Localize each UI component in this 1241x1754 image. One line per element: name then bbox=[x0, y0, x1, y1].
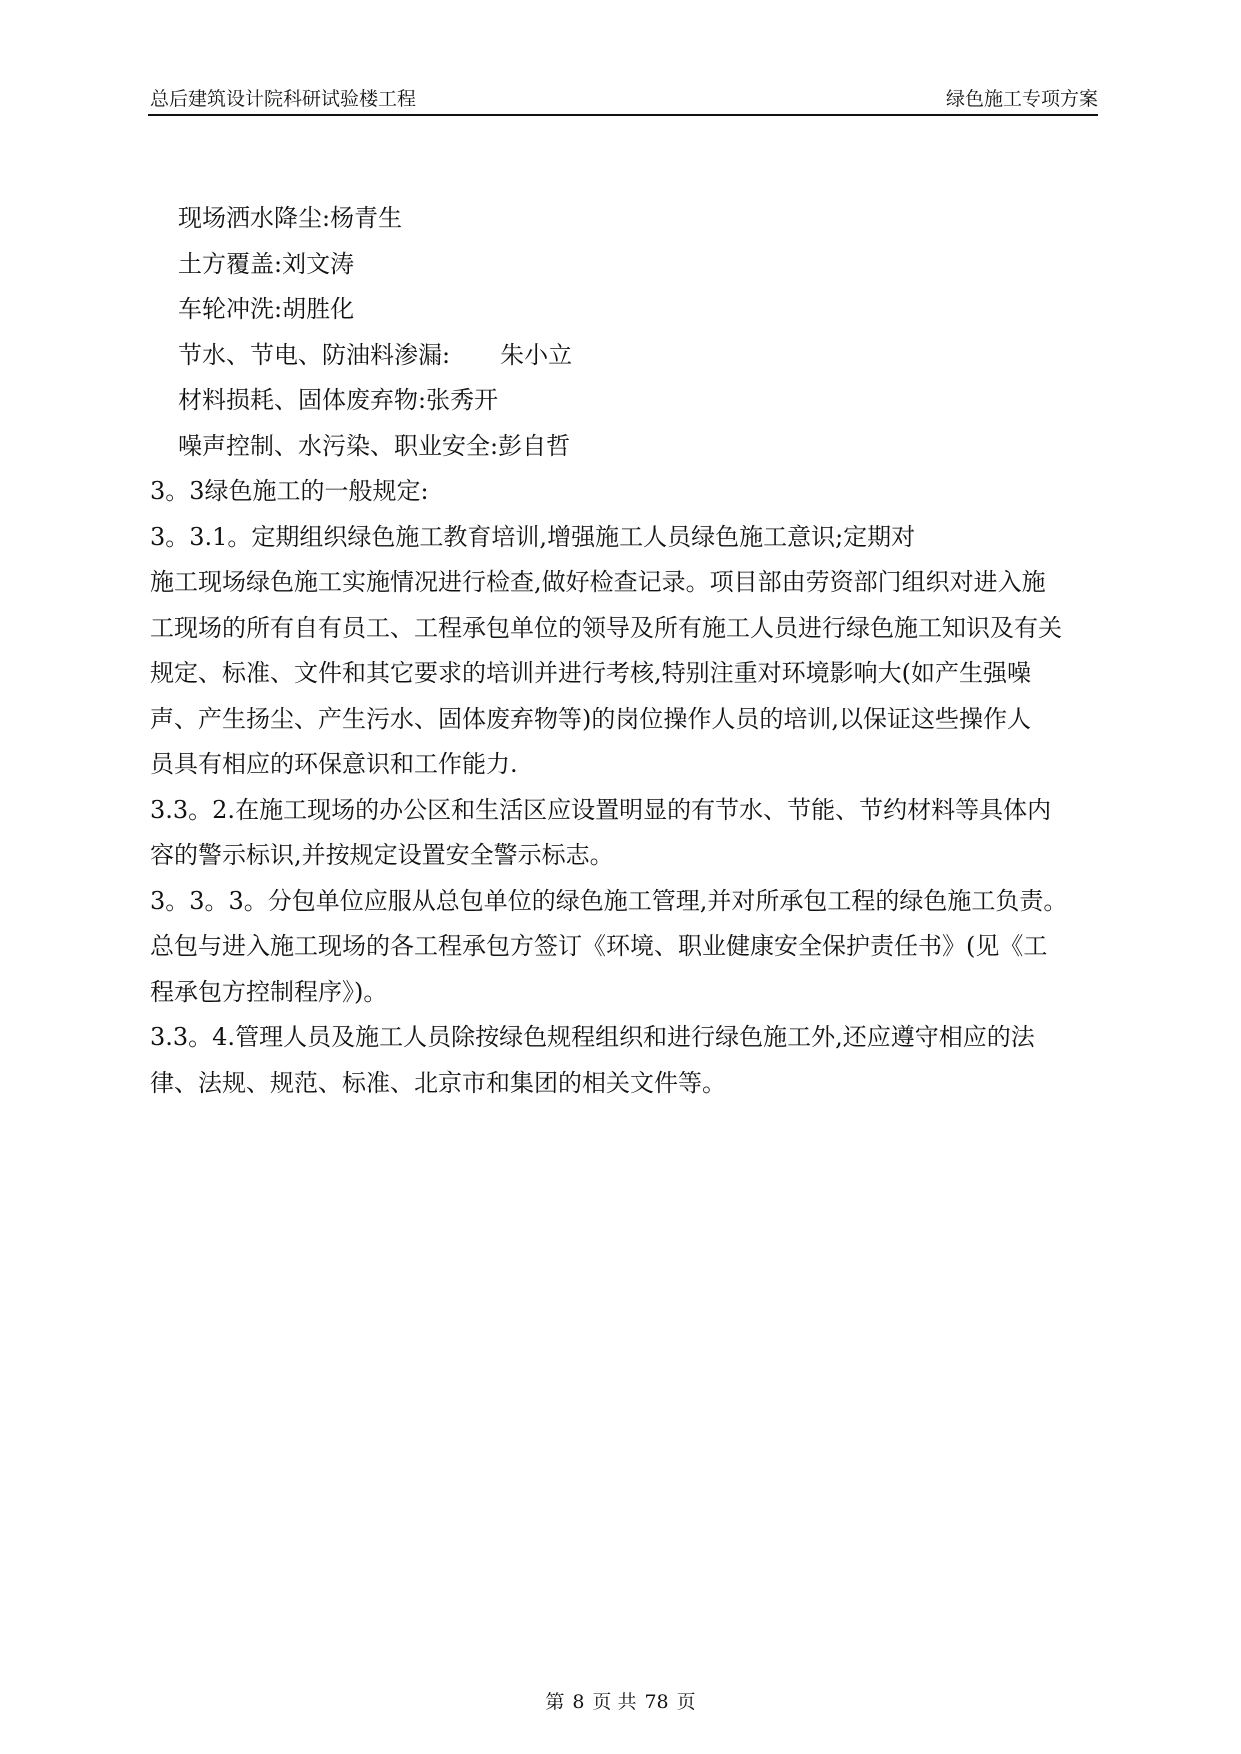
responsibility-item bbox=[150, 378, 1098, 424]
paragraph-line: 容的警示标识,并按规定设置安全警示标志。 bbox=[150, 841, 614, 869]
footer-mid: 页 共 bbox=[592, 1691, 637, 1713]
paragraph-line: 声、产生扬尘、产生污水、固体废弃物等)的岗位操作人员的培训,以保证这些操作人 bbox=[150, 704, 1031, 733]
responsibility-item bbox=[150, 287, 1098, 333]
responsibility-person: 彭自哲 bbox=[498, 431, 571, 460]
paragraph-line: 3.3。4.管理人员及施工人员除按绿色规程组织和进行绿色施工外,还应遵守相应的法 bbox=[150, 1023, 1035, 1051]
responsibility-task: 现场洒水降尘: bbox=[178, 204, 331, 232]
paragraph-line: 3。3。3。分包单位应服从总包单位的绿色施工管理,并对所承包工程的绿色施工负责。 bbox=[150, 886, 1068, 915]
paragraph-line: 3.3。2.在施工现场的办公区和生活区应设置明显的有节水、节能、节约材料等具体内 bbox=[150, 795, 1052, 824]
responsibility-task: 噪声控制、水污染、职业安全: bbox=[178, 431, 499, 460]
paragraph-line: 工现场的所有自有员工、工程承包单位的领导及所有施工人员进行绿色施工知识及有关 bbox=[150, 613, 1062, 642]
responsibility-task: 车轮冲洗: bbox=[178, 295, 283, 323]
responsibility-person: 胡胜化 bbox=[282, 295, 355, 323]
responsibility-person: 刘文涛 bbox=[282, 249, 355, 278]
responsibility-person: 杨青生 bbox=[330, 204, 403, 232]
responsibility-item bbox=[150, 424, 1098, 470]
paragraph-line: 施工现场绿色施工实施情况进行检查,做好检查记录。项目部由劳资部门组织对进入施 bbox=[150, 568, 1046, 596]
paragraph-3-3-1 bbox=[150, 515, 1098, 788]
paragraph-3-3-4 bbox=[150, 1015, 1098, 1106]
responsibility-item bbox=[150, 333, 1098, 379]
responsibility-list bbox=[150, 196, 1098, 469]
footer-prefix: 第 bbox=[545, 1691, 565, 1713]
paragraph-line: 程承包方控制程序》)。 bbox=[150, 977, 388, 1006]
page-number: 8 bbox=[572, 1691, 585, 1713]
responsibility-item bbox=[150, 242, 1098, 288]
page-footer bbox=[0, 1690, 1241, 1714]
paragraph-line: 规定、标准、文件和其它要求的培训并进行考核,特别注重对环境影响大(如产生强噪 bbox=[150, 659, 1031, 687]
responsibility-person: 朱小立 bbox=[500, 340, 573, 369]
responsibility-item bbox=[150, 196, 1098, 242]
responsibility-task: 土方覆盖: bbox=[178, 249, 283, 278]
footer-suffix: 页 bbox=[676, 1691, 696, 1713]
paragraph-3-3-3 bbox=[150, 879, 1098, 1016]
responsibility-person: 张秀开 bbox=[426, 386, 499, 414]
paragraph-line: 员具有相应的环保意识和工作能力. bbox=[150, 750, 518, 778]
header-project-title: 总后建筑设计院科研试验楼工程 bbox=[150, 88, 417, 110]
section-heading: 3。3绿色施工的一般规定: bbox=[150, 477, 429, 505]
paragraph-line: 总包与进入施工现场的各工程承包方签订《环境、职业健康安全保护责任书》(见《工 bbox=[150, 932, 1048, 960]
paragraph-3-3-2 bbox=[150, 788, 1098, 879]
paragraph-line: 3。3.1。定期组织绿色施工教育培训,增强施工人员绿色施工意识;定期对 bbox=[150, 522, 916, 551]
page-header bbox=[148, 86, 1098, 116]
document-body bbox=[150, 196, 1098, 1106]
responsibility-task: 材料损耗、固体废弃物: bbox=[178, 386, 427, 414]
paragraph-line: 律、法规、规范、标准、北京市和集团的相关文件等。 bbox=[150, 1068, 726, 1097]
header-document-title: 绿色施工专项方案 bbox=[945, 88, 1098, 110]
page-total: 78 bbox=[644, 1691, 669, 1713]
responsibility-task: 节水、节电、防油料渗漏: bbox=[178, 340, 451, 369]
